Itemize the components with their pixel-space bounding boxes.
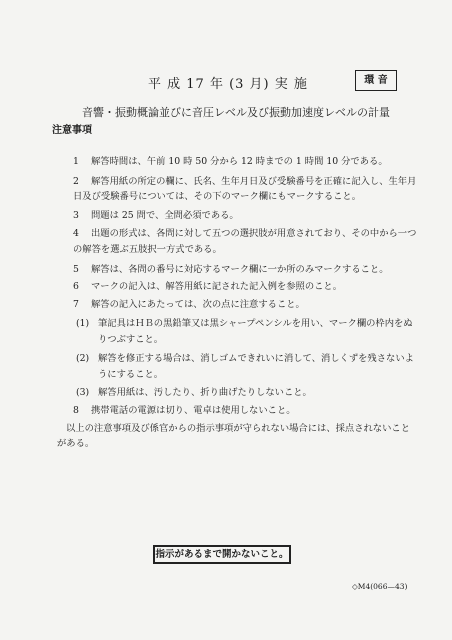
item-number: 6 <box>73 281 79 292</box>
note-item <box>73 299 305 311</box>
item-text: りつぶすこと。 <box>98 334 164 345</box>
item-text: マークの記入は、解答用紙に記された記入例を参照のこと。 <box>91 281 343 292</box>
note-subitem <box>76 387 312 399</box>
item-text: 解答用紙は、汚したり、折り曲げたりしないこと。 <box>98 387 312 398</box>
exam-subject: 音響・振動概論並びに音圧レベル及び振動加速度レベルの計量 <box>82 106 390 119</box>
item-text: 解答用紙の所定の欄に、氏名、生年月日及び受験番号を正確に記入し、生年月 <box>91 176 417 187</box>
item-number: 5 <box>73 264 79 275</box>
item-text: の解答を選ぶ五肢択一方式である。 <box>73 244 222 255</box>
item-number: 3 <box>73 210 79 221</box>
item-text: 問題は 25 問で、全問必須である。 <box>91 210 239 221</box>
item-text: がある。 <box>57 438 95 449</box>
item-text: 出題の形式は、各問に対して五つの選択肢が用意されており、その中から一つ <box>91 228 417 239</box>
note-item <box>73 228 416 240</box>
note-item <box>73 405 296 417</box>
category-tag: 環 音 <box>355 70 397 91</box>
item-number: 1 <box>73 156 79 167</box>
item-text: 携帯電話の電源は切り、電卓は使用しないこと。 <box>91 405 296 416</box>
item-text: 解答を修正する場合は、消しゴムできれいに消して、消しくずを残さないよ <box>98 353 414 364</box>
closing-note <box>66 423 410 435</box>
item-text: 解答は、各問の番号に対応するマーク欄に一か所のみマークすること。 <box>91 264 389 275</box>
item-number: 8 <box>73 405 79 416</box>
notes-heading: 注意事項 <box>52 125 92 136</box>
item-number: 4 <box>73 228 79 239</box>
item-text: 解答の記入にあたっては、次の点に注意すること。 <box>91 299 305 310</box>
item-text: 以上の注意事項及び係官からの指示事項が守られない場合には、採点されないこと <box>66 423 410 434</box>
exam-date-title: 平 成 17 年 (3 月) 実 施 <box>148 77 308 92</box>
item-number: 2 <box>73 176 79 187</box>
item-number: 7 <box>73 299 79 310</box>
item-text: 筆記具はＨＢの黒鉛筆又は黒シャープペンシルを用い、マーク欄の枠内をぬ <box>98 318 413 329</box>
item-number: (3) <box>76 387 90 398</box>
note-item <box>73 281 342 293</box>
note-item-continued <box>73 244 222 256</box>
note-item <box>73 210 239 222</box>
closing-note-continued <box>57 438 94 450</box>
note-item <box>73 156 388 168</box>
note-subitem <box>76 318 413 330</box>
note-item <box>73 176 416 188</box>
item-number: (2) <box>76 353 90 364</box>
note-item-continued <box>98 369 163 381</box>
item-text: うにすること。 <box>98 369 164 380</box>
note-item-continued <box>98 334 163 346</box>
item-text: 日及び受験番号については、その下のマーク欄にもマークすること。 <box>73 191 362 202</box>
item-text: 解答時間は、午前 10 時 50 分から 12 時までの 1 時間 10 分である。 <box>91 156 388 167</box>
note-subitem <box>76 353 414 365</box>
item-number: (1) <box>76 318 90 329</box>
do-not-open-instruction: 指示があるまで開かないこと。 <box>153 545 291 564</box>
note-item-continued <box>73 191 361 203</box>
note-item <box>73 264 389 276</box>
exam-code: ◇M4(066—43) <box>352 582 408 591</box>
